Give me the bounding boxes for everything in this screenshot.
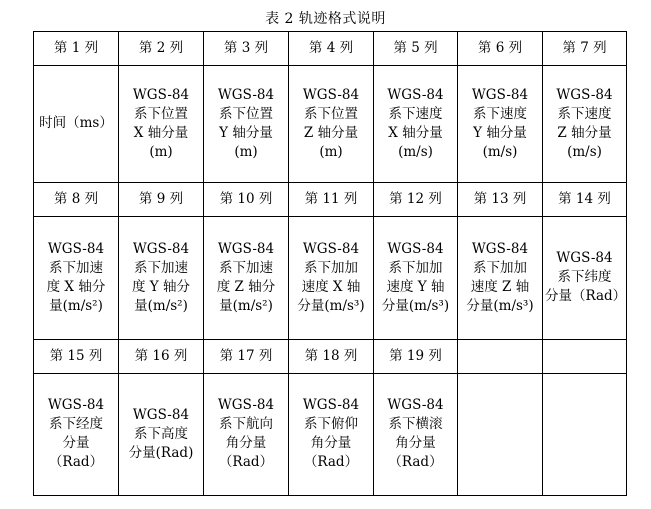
cell-text: 第 19 列 (389, 347, 442, 364)
table-cell (543, 65, 627, 182)
table-row-header-1 (34, 32, 627, 66)
cell-text: 第 11 列 (304, 190, 358, 207)
table-row-body-2 (34, 216, 627, 339)
cell-text: WGS-84 系下加速 度 X 轴分 量(m/s²) (46, 240, 106, 314)
trajectory-format-table (33, 31, 627, 496)
table-empty-cell (543, 373, 627, 495)
table-row-body-1 (34, 65, 627, 182)
cell-text: WGS-84 系下经度 分量 （Rad） (47, 397, 105, 471)
table-cell (289, 373, 374, 495)
cell-text: 第 12 列 (389, 190, 442, 207)
table-header-cell (289, 339, 374, 373)
cell-text: WGS-84 系下速度 Z 轴分量 (m/s) (556, 86, 613, 160)
cell-text: 第 6 列 (477, 39, 523, 56)
table-cell (119, 216, 204, 339)
table-empty-cell (458, 339, 543, 373)
cell-text: WGS-84 系下加速 度 Z 轴分 量(m/s²) (216, 240, 276, 314)
table-cell (289, 216, 374, 339)
cell-text: 第 2 列 (138, 39, 184, 56)
cell-text: WGS-84 系下加加 速度 Y 轴 分量(m/s³) (381, 240, 450, 314)
cell-text: WGS-84 系下俯仰 角分量 （Rad） (302, 397, 360, 471)
cell-text: WGS-84 系下位置 Y 轴分量 (m) (217, 86, 275, 160)
table-header-cell (289, 32, 374, 66)
table-cell (204, 373, 289, 495)
cell-text: WGS-84 系下加加 速度 X 轴 分量(m/s³) (297, 240, 365, 314)
cell-text: WGS-84 系下纬度 分量（Rad） (545, 250, 627, 305)
table-header-cell (374, 32, 458, 66)
cell-text: 第 5 列 (393, 39, 438, 56)
cell-text: WGS-84 系下位置 Z 轴分量 (m) (302, 86, 360, 160)
cell-text: 第 9 列 (138, 190, 184, 207)
cell-text: WGS-84 系下位置 X 轴分量 (m) (132, 86, 190, 160)
cell-text: 第 4 列 (308, 39, 354, 56)
table-empty-cell (543, 339, 627, 373)
table-row-body-3 (34, 373, 627, 495)
table-cell (458, 65, 543, 182)
cell-text: 第 7 列 (562, 39, 607, 56)
table-header-cell (34, 32, 119, 66)
cell-text: WGS-84 系下加速 度 Y 轴分 量(m/s²) (132, 240, 190, 314)
cell-text: 第 15 列 (49, 347, 103, 364)
table-cell (204, 216, 289, 339)
table-header-cell (119, 32, 204, 66)
table-header-cell (34, 182, 119, 216)
table-header-cell (204, 32, 289, 66)
table-header-cell (34, 339, 119, 373)
table-caption: 表 2 轨迹格式说明 (265, 11, 386, 27)
table-cell (289, 65, 374, 182)
table-cell (119, 373, 204, 495)
cell-text: 第 1 列 (53, 39, 99, 56)
table-header-cell (204, 182, 289, 216)
cell-text: WGS-84 系下航向 角分量 （Rad） (217, 397, 275, 471)
table-header-cell (119, 339, 204, 373)
table-cell (34, 216, 119, 339)
table-header-cell (119, 182, 204, 216)
cell-text: WGS-84 系下加加 速度 Z 轴 分量(m/s³) (466, 240, 534, 314)
table-header-cell (289, 182, 374, 216)
table-header-cell (543, 182, 627, 216)
cell-text: 第 18 列 (304, 347, 358, 364)
table-cell (458, 216, 543, 339)
table-header-cell (374, 339, 458, 373)
table-row-header-2 (34, 182, 627, 216)
cell-text: 第 17 列 (219, 347, 273, 364)
table-cell (119, 65, 204, 182)
table-cell (374, 373, 458, 495)
table-cell (34, 65, 119, 182)
cell-text: WGS-84 系下速度 X 轴分量 (m/s) (387, 86, 444, 160)
table-cell (34, 373, 119, 495)
table-header-cell (543, 32, 627, 66)
cell-text: WGS-84 系下高度 分量(Rad) (128, 406, 194, 461)
table-cell (543, 216, 627, 339)
table-header-cell (458, 182, 543, 216)
table-row-header-3 (34, 339, 627, 373)
cell-text: 第 8 列 (53, 190, 99, 207)
cell-text: 第 3 列 (223, 39, 269, 56)
cell-text: 第 10 列 (219, 190, 273, 207)
table-header-cell (204, 339, 289, 373)
table-cell (374, 216, 458, 339)
cell-text: 第 16 列 (134, 347, 188, 364)
table-cell (374, 65, 458, 182)
table-cell (204, 65, 289, 182)
table-header-cell (458, 32, 543, 66)
table-empty-cell (458, 373, 543, 495)
cell-text: WGS-84 系下横滚 角分量 （Rad） (387, 397, 444, 471)
cell-text: 第 13 列 (473, 190, 527, 207)
cell-text: 第 14 列 (558, 190, 611, 207)
cell-text: 时间（ms） (39, 115, 113, 132)
cell-text: WGS-84 系下速度 Y 轴分量 (m/s) (471, 86, 529, 160)
table-header-cell (374, 182, 458, 216)
